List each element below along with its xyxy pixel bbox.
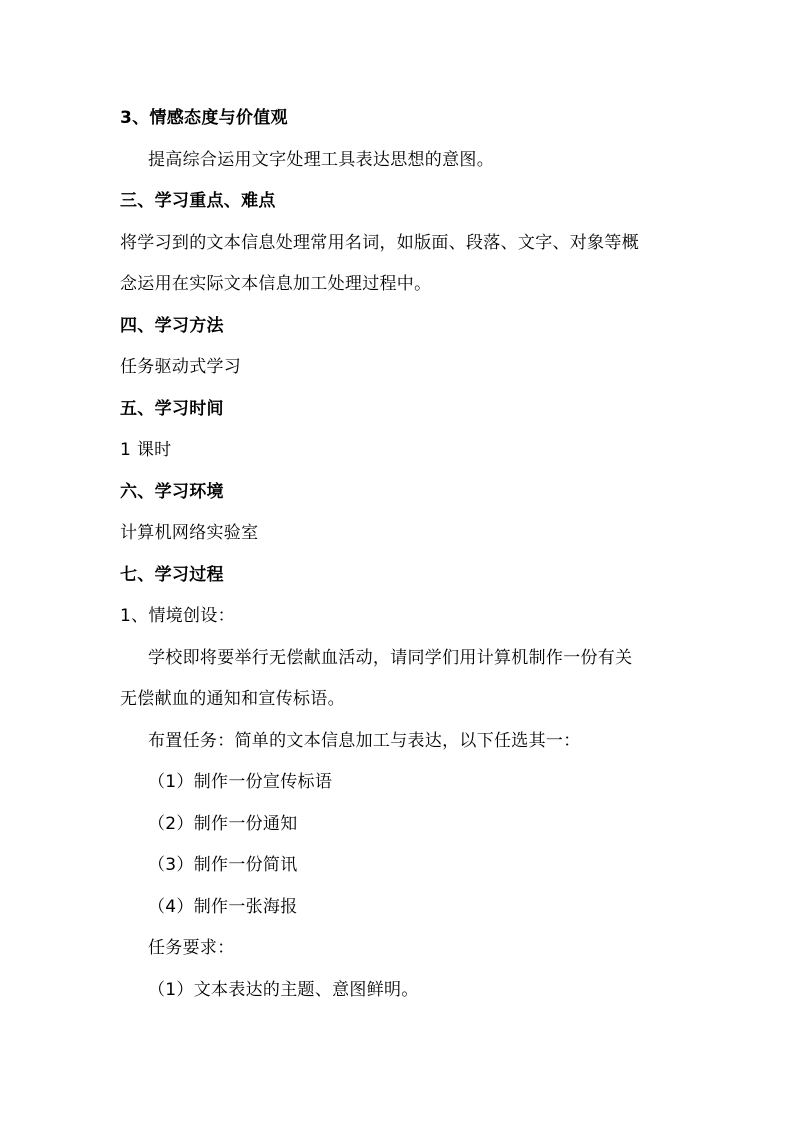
paragraph-line: 任务驱动式学习 xyxy=(120,357,242,377)
list-item: （1）文本表达的主题、意图鲜明。 xyxy=(148,980,419,1000)
section-heading-method: 四、学习方法 xyxy=(120,316,224,336)
section-heading-time: 五、学习时间 xyxy=(120,399,224,419)
list-item: （4）制作一张海报 xyxy=(148,897,298,917)
list-item: （2）制作一份通知 xyxy=(148,814,298,834)
paragraph-line: 任务要求： xyxy=(148,938,235,958)
paragraph-line: 将学习到的文本信息处理常用名词，如版面、段落、文字、对象等概 xyxy=(120,233,639,253)
paragraph-line: 提高综合运用文字处理工具表达思想的意图。 xyxy=(148,150,494,170)
paragraph-line: 无偿献血的通知和宣传标语。 xyxy=(120,689,345,709)
paragraph-line: 计算机网络实验室 xyxy=(120,523,259,543)
paragraph-line: 1 课时 xyxy=(120,440,172,460)
paragraph-line: 1、情境创设： xyxy=(120,606,235,626)
section-heading-process: 七、学习过程 xyxy=(120,565,224,585)
paragraph-line: 学校即将要举行无偿献血活动，请同学们用计算机制作一份有关 xyxy=(148,648,633,668)
list-item: （3）制作一份简讯 xyxy=(148,855,298,875)
section-heading-key-points: 三、学习重点、难点 xyxy=(120,191,276,211)
section-heading-emotion-values: 3、情感态度与价值观 xyxy=(120,108,288,128)
list-item: （1）制作一份宣传标语 xyxy=(148,772,333,792)
paragraph-line: 布置任务：简单的文本信息加工与表达，以下任选其一： xyxy=(148,731,581,751)
paragraph-line: 念运用在实际文本信息加工处理过程中。 xyxy=(120,274,432,294)
section-heading-environment: 六、学习环境 xyxy=(120,482,224,502)
